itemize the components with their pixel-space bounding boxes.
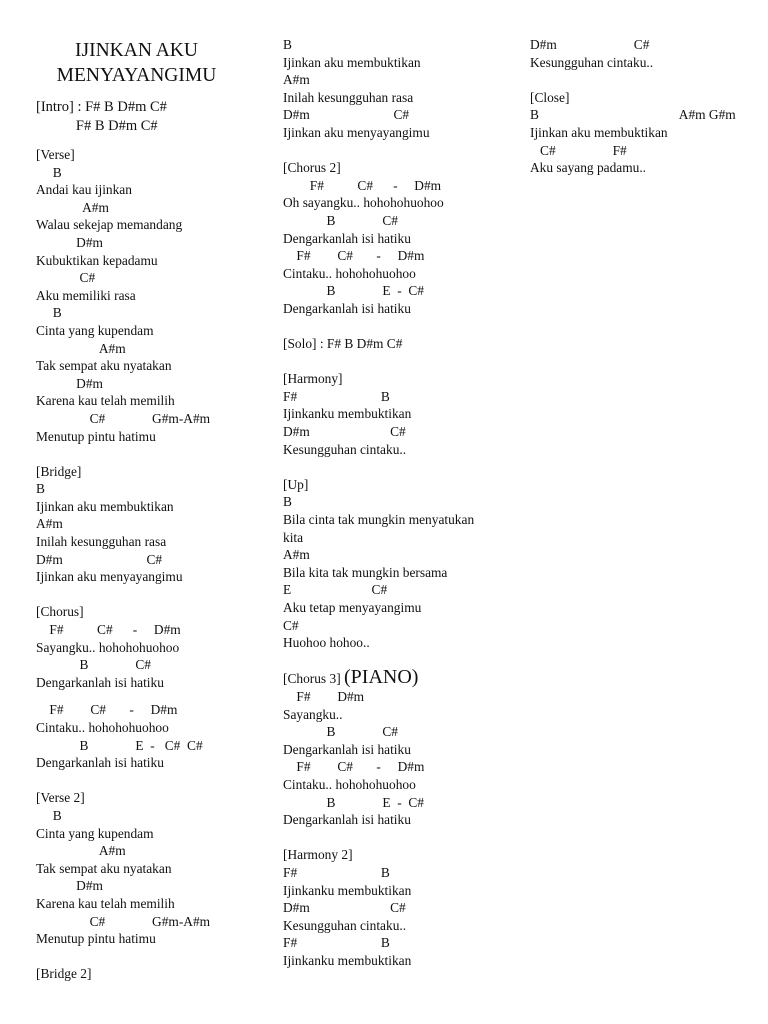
section-heading: [Harmony 2] <box>283 847 353 863</box>
spacer <box>36 136 256 146</box>
lyric-line: A#m <box>36 516 63 532</box>
lyric-line: Karena kau telah memilih <box>36 393 175 409</box>
lyric-line: C# G#m-A#m <box>36 410 211 426</box>
section-heading: [Bridge] <box>36 463 82 479</box>
lyric-line: B <box>36 481 45 497</box>
lyric-line: F# B <box>283 388 390 404</box>
lyric-line: A#m <box>36 199 109 215</box>
lyric-line: C# G#m-A#m <box>36 913 211 929</box>
lyric-line: Ijinkan aku menyayangimu <box>283 124 430 140</box>
lyric-line: Aku sayang padamu.. <box>530 160 647 176</box>
blank-line <box>283 318 513 336</box>
lyric-line: Inilah kesungguhan rasa <box>283 89 414 105</box>
lyric-line: B A#m G#m <box>530 107 736 123</box>
lyric-line: A#m <box>283 547 310 563</box>
lyric-line: Kesungguhan cintaku.. <box>530 54 654 70</box>
lyric-line: F# D#m <box>283 688 365 704</box>
lyric-line: D#m <box>36 375 103 391</box>
lyric-line: A#m <box>283 72 310 88</box>
lyric-line: F# B <box>283 864 390 880</box>
lyric-line: Kubuktikan kepadamu <box>36 252 158 268</box>
section-heading-chorus-3 <box>283 666 513 689</box>
lyric-line: Oh sayangku.. hohohohuohoo <box>283 195 444 211</box>
lyric-line: Ijinkan aku menyayangimu <box>36 569 183 585</box>
blank-line <box>36 772 256 790</box>
lyric-line: Cintaku.. hohohohuohoo <box>36 720 169 735</box>
lyric-line: Cintaku.. hohohohuohoo <box>283 776 416 792</box>
lyric-line: Cinta yang kupendam <box>36 322 154 338</box>
lyric-line: Aku tetap menyayangimu <box>283 600 422 615</box>
lyric-line: Bila kita tak mungkin bersama <box>283 564 448 580</box>
lyric-line: Ijinkan aku membuktikan <box>283 54 421 70</box>
lyric-line: Dengarkanlah isi hatiku <box>283 230 411 246</box>
lyric-line: Dengarkanlah isi hatiku <box>283 300 411 316</box>
lyric-line: A#m <box>36 843 126 859</box>
blank-line <box>36 586 256 604</box>
lyric-line: Dengarkanlah isi hatiku <box>283 741 411 757</box>
lyric-line: kita <box>283 529 304 545</box>
lyric-line: F# C# - D#m <box>283 248 425 264</box>
lyric-line: Cinta yang kupendam <box>36 825 154 841</box>
lyric-line: D#m C# <box>283 424 406 440</box>
lyrics-column-2 <box>283 36 513 969</box>
lyric-line: F# C# - D#m <box>283 177 442 193</box>
blank-line <box>283 142 513 160</box>
lyric-line: D#m <box>36 234 103 250</box>
lyric-line: Kesungguhan cintaku.. <box>283 441 407 457</box>
section-heading: [Harmony] <box>283 371 343 387</box>
lyric-line: B E - C# <box>283 283 424 299</box>
blank-line <box>36 948 256 966</box>
lyric-line: Sayangku.. <box>283 706 343 722</box>
lyric-line: Huohoo hohoo.. <box>283 635 370 651</box>
blank-line <box>530 71 760 89</box>
song-title-line-1: IJINKAN AKU <box>75 40 198 61</box>
song-title-line-2: MENYAYANGIMU <box>56 65 217 86</box>
lyric-line: B <box>36 807 62 823</box>
blank-line <box>283 829 513 847</box>
lyric-line: Dengarkanlah isi hatiku <box>36 674 164 690</box>
spacer <box>36 691 256 701</box>
lyric-line: D#m C# <box>36 551 163 567</box>
lyric-line: Ijinkan aku membuktikan <box>530 124 668 140</box>
lyric-line: Inilah kesungguhan rasa <box>36 534 167 550</box>
lyric-line: C# <box>36 270 96 286</box>
lyrics-column-1 <box>36 146 256 983</box>
lyric-line: D#m C# <box>283 900 406 916</box>
lyric-line: B C# <box>283 724 398 740</box>
lyric-line: Tak sempat aku nyatakan <box>36 358 172 374</box>
lyric-line: Ijinkanku membuktikan <box>283 882 412 898</box>
lyric-line: A#m <box>36 340 126 356</box>
blank-line <box>36 445 256 463</box>
lyric-line: B C# <box>36 657 151 673</box>
lyric-line: C# F# <box>530 142 627 158</box>
lyric-line: Kesungguhan cintaku.. <box>283 917 407 933</box>
lyric-line: D#m C# <box>530 37 650 52</box>
lyric-line: Aku memiliki rasa <box>36 287 136 303</box>
section-heading: [Chorus] <box>36 604 84 620</box>
lyric-line: B <box>36 164 62 180</box>
section-heading: [Close] <box>530 89 570 105</box>
lyric-line: B <box>36 305 62 321</box>
lyric-line: B <box>283 494 292 510</box>
lyrics-column-3 <box>530 36 760 177</box>
intro-line-1: [Intro] : F# B D#m C# <box>36 99 167 115</box>
lyric-line: F# C# - D#m <box>36 622 181 638</box>
chorus-3-label: [Chorus 3] <box>283 671 344 687</box>
lyric-line: F# C# - D#m <box>36 702 178 718</box>
lyric-line: Bila cinta tak mungkin menyatukan <box>283 512 475 528</box>
section-heading: [Chorus 2] <box>283 160 341 176</box>
column-right <box>530 36 760 177</box>
lyric-line: D#m <box>36 878 103 894</box>
intro-block <box>36 98 256 136</box>
lyric-line: Walau sekejap memandang <box>36 217 183 233</box>
lyric-line: Dengarkanlah isi hatiku <box>283 812 411 828</box>
lyric-line: Menutup pintu hatimu <box>36 428 156 444</box>
section-heading: [Verse] <box>36 147 75 162</box>
song-title <box>36 38 237 88</box>
column-middle <box>283 36 513 969</box>
section-heading: [Verse 2] <box>36 790 85 806</box>
lyric-line: Ijinkanku membuktikan <box>283 952 412 968</box>
lyric-line: Sayangku.. hohohohuohoo <box>36 639 180 655</box>
lyric-line: B C# <box>283 212 398 228</box>
lyric-line: C# <box>283 617 299 633</box>
lyric-line: D#m C# <box>283 107 410 123</box>
blank-line <box>283 458 513 476</box>
section-heading: [Up] <box>283 476 309 492</box>
section-heading: [Bridge 2] <box>36 966 92 982</box>
lyric-line: Tak sempat aku nyatakan <box>36 860 172 876</box>
lyric-line: E C# <box>283 582 388 598</box>
lyric-line: Cintaku.. hohohohuohoo <box>283 265 416 281</box>
lyric-line: F# B <box>283 935 390 951</box>
section-heading: [Solo] : F# B D#m C# <box>283 336 403 352</box>
lyric-line: Dengarkanlah isi hatiku <box>36 755 164 771</box>
lyric-line: F# C# - D#m <box>283 759 425 775</box>
blank-line <box>283 353 513 371</box>
lyric-line: Ijinkan aku membuktikan <box>36 498 174 514</box>
lyric-line: Ijinkanku membuktikan <box>283 406 412 422</box>
lyric-line: Andai kau ijinkan <box>36 182 132 198</box>
column-left <box>36 36 256 983</box>
intro-line-2: F# B D#m C# <box>36 118 158 134</box>
lyric-line: B E - C# C# <box>36 737 203 753</box>
lyric-line: B E - C# <box>283 794 424 810</box>
lyric-line: B <box>283 37 292 52</box>
piano-note: (PIANO) <box>344 666 419 689</box>
lyric-line: Menutup pintu hatimu <box>36 931 156 947</box>
lyric-line: Karena kau telah memilih <box>36 895 175 911</box>
